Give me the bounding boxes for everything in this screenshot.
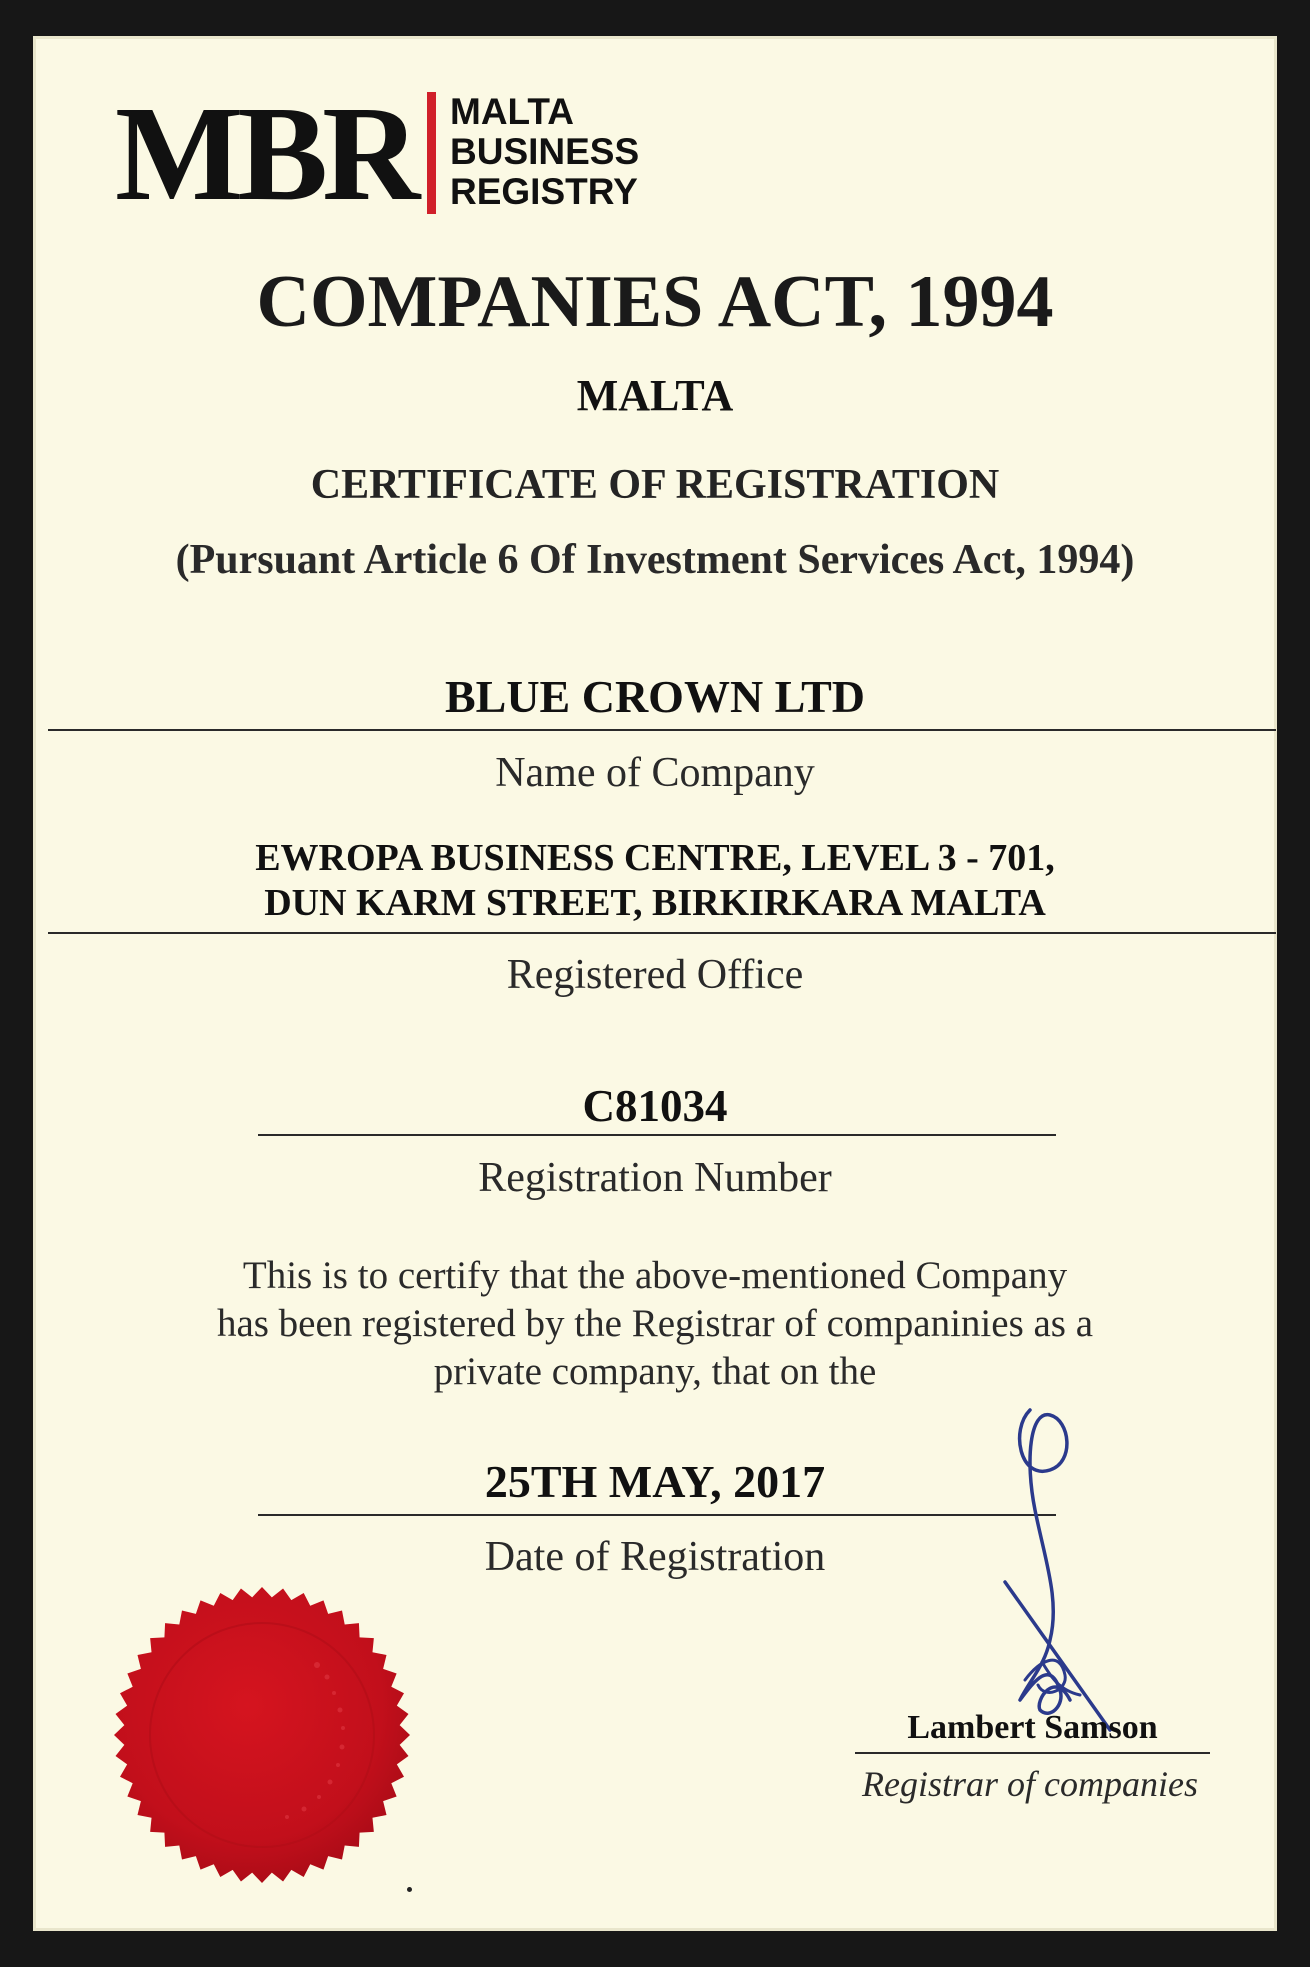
registration-date: 25TH MAY, 2017 <box>484 1456 826 1507</box>
certification-line-1: This is to certify that the above-mentioned Company <box>242 1254 1068 1297</box>
registration-date-label: Date of Registration <box>484 1534 826 1580</box>
registered-office-label: Registered Office <box>506 952 804 998</box>
ink-speck <box>407 1887 412 1892</box>
pursuant-clause: (Pursuant Article 6 Of Investment Services Act, 1994) <box>175 537 1135 583</box>
logo-line-2: BUSINESS <box>450 131 640 172</box>
registrar-title: Registrar of companies <box>862 1764 1198 1804</box>
registered-office-underline <box>48 932 1276 934</box>
registered-office-line-1: EWROPA BUSINESS CENTRE, LEVEL 3 - 701, <box>255 837 1055 879</box>
registration-number: C81034 <box>582 1081 728 1131</box>
act-title: COMPANIES ACT, 1994 <box>256 261 1054 343</box>
certification-statement <box>0 1252 1310 1396</box>
seal-body <box>114 1587 410 1883</box>
certification-line-2: has been registered by the Registrar of companinies as a <box>216 1302 1094 1345</box>
registration-number-underline <box>258 1134 1056 1136</box>
company-name: BLUE CROWN LTD <box>444 671 866 722</box>
registrar-name: Lambert Samson <box>907 1709 1158 1746</box>
registrar-signature <box>990 1400 1150 1740</box>
red-wax-seal-icon <box>112 1585 412 1885</box>
country-heading: MALTA <box>576 371 734 420</box>
logo-red-bar <box>427 92 436 214</box>
certification-line-3: private company, that on the <box>433 1350 877 1393</box>
logo-line-1: MALTA <box>450 91 574 132</box>
logo-mark: MBR <box>115 79 415 229</box>
signature-underline <box>855 1752 1210 1754</box>
logo-line-3: REGISTRY <box>450 171 638 212</box>
registered-office-line-2: DUN KARM STREET, BIRKIRKARA MALTA <box>264 882 1046 924</box>
company-name-underline <box>48 729 1276 731</box>
registration-number-label: Registration Number <box>478 1155 832 1201</box>
registration-date-underline <box>258 1514 1056 1516</box>
logo-wordmark <box>450 92 639 212</box>
company-name-label: Name of Company <box>495 750 815 796</box>
certificate-title: CERTIFICATE OF REGISTRATION <box>310 462 1000 508</box>
